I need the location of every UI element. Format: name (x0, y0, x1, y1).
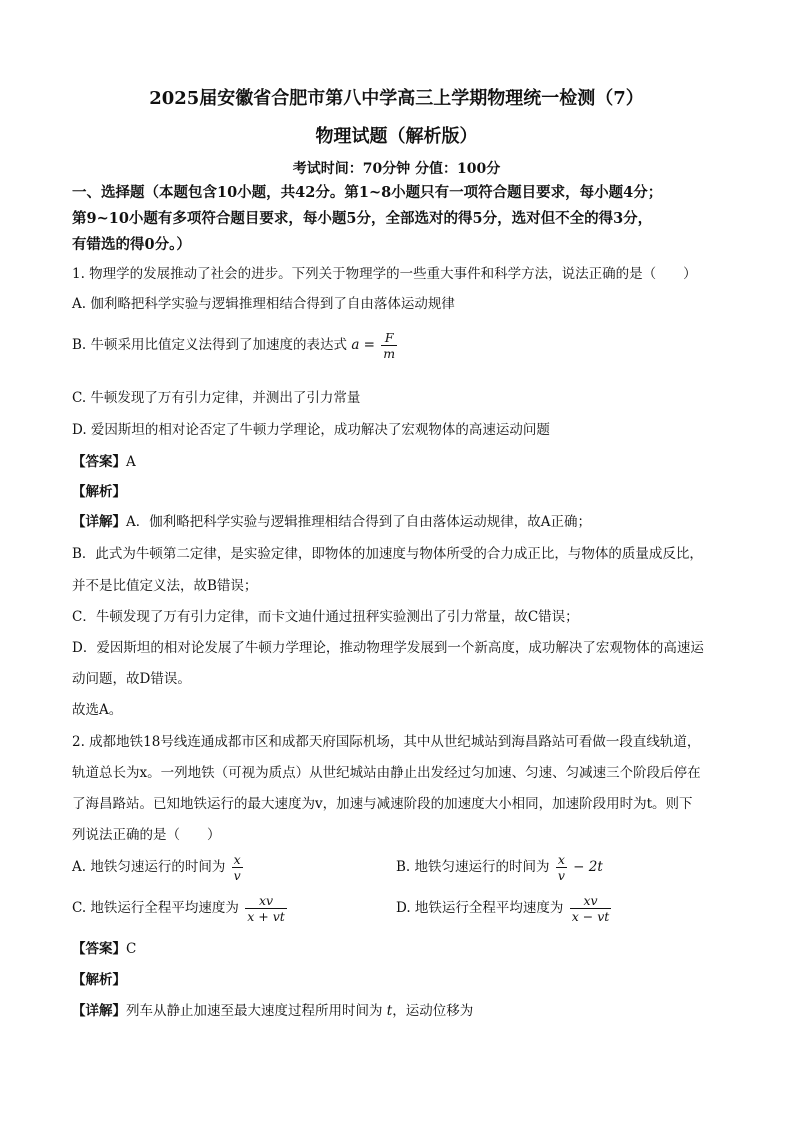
q1-stem: 1. 物理学的发展推动了社会的进步。下列关于物理学的一些重大事件和科学方法，说法正确的是（ ） (72, 266, 697, 282)
q2-option-b-denominator: v (557, 868, 565, 883)
q2-option-c-text: C. 地铁运行全程平均速度为 (72, 900, 239, 916)
q2-analysis-label: 【解析】 (72, 972, 126, 988)
section-heading-line-3: 有错选的得0分。） (72, 236, 191, 253)
q1-option-d: D. 爱因斯坦的相对论否定了牛顿力学理论，成功解决了宏观物体的高速运动问题 (72, 422, 550, 438)
q1-option-b-fraction (381, 330, 397, 361)
q2-detail-1-text: 列车从静止加速至最大速度过程所用时间为 (126, 1003, 383, 1019)
q2-option-b-text: B. 地铁匀速运行的时间为 (396, 859, 550, 875)
q2-option-b-tail: − 2t (573, 859, 603, 875)
q1-detail-5: D．爱因斯坦的相对论发展了牛顿力学理论，推动物理学发展到一个新高度，成功解决了宏观物体的高速运 (72, 640, 704, 656)
exam-meta: 考试时间：70分钟 分值：100分 (292, 161, 501, 177)
q2-detail-1-var: t (386, 1003, 393, 1019)
q1-detail-4: C．牛顿发现了万有引力定律，而卡文迪什通过扭秤实验测出了引力常量，故C错误； (72, 609, 579, 625)
q2-analysis-tag (72, 968, 126, 988)
q1-option-b-text: B. 牛顿采用比值定义法得到了加速度的表达式 (72, 337, 348, 353)
q2-detail-1 (72, 999, 473, 1019)
q2-option-d-denominator: x − vt (571, 909, 610, 924)
q1-analysis-tag (72, 480, 126, 500)
q1-detail-2: B．此式为牛顿第二定律，是实验定律，即物体的加速度与物体所受的合力成正比，与物体的质量成反比， (72, 546, 703, 562)
q2-option-d-fraction (570, 893, 612, 924)
q1-detail-6: 动问题，故D错误。 (72, 671, 191, 687)
q2-option-a (72, 852, 245, 883)
q1-option-b (72, 330, 399, 361)
q1-answer-value: A (126, 454, 136, 470)
q1-option-b-formula-lhs: a = (351, 337, 375, 353)
q2-option-d-text: D. 地铁运行全程平均速度为 (396, 900, 564, 916)
q2-detail-1-tail: ，运动位移为 (392, 1003, 474, 1019)
q1-detail-3: 并不是比值定义法，故B错误； (72, 578, 258, 594)
q1-answer-tag: 【答案】 (72, 454, 126, 470)
q2-option-a-text: A. 地铁匀速运行的时间为 (72, 859, 226, 875)
document-subtitle: 物理试题（解析版） (315, 126, 478, 147)
q1-detail-1-text: A．伽利略把科学实验与逻辑推理相结合得到了自由落体运动规律，故A正确； (126, 514, 591, 530)
q2-option-d (396, 893, 613, 924)
q2-answer (72, 937, 136, 957)
q1-option-b-denominator: m (383, 346, 396, 361)
q2-option-c-fraction (245, 893, 287, 924)
q2-option-a-fraction (232, 852, 243, 883)
q2-answer-tag: 【答案】 (72, 941, 126, 957)
q1-analysis-label: 【解析】 (72, 484, 126, 500)
q2-option-c-numerator: xv (245, 893, 287, 909)
q2-detail-tag: 【详解】 (72, 1003, 126, 1019)
q2-stem-line-1: 2. 成都地铁18号线连通成都市区和成都天府国际机场，其中从世纪城站到海昌路站可看做一段直线轨道， (72, 734, 701, 750)
section-heading-line-2: 第9~10小题有多项符合题目要求，每小题5分，全部选对的得5分，选对但不全的得3分， (72, 210, 653, 227)
section-heading-line-1: 一、选择题（本题包含10小题，共42分。第1~8小题只有一项符合题目要求，每小题4分； (72, 184, 663, 201)
q1-detail-tag: 【详解】 (72, 514, 126, 530)
q2-answer-value: C (126, 941, 137, 957)
q2-option-d-numerator: xv (570, 893, 612, 909)
q2-stem-line-3: 了海昌路站。已知地铁运行的最大速度为v，加速与减速阶段的加速度大小相同，加速阶段用时为t。则下 (72, 796, 693, 812)
section-heading (72, 180, 732, 258)
q1-detail-1 (72, 510, 591, 530)
q1-option-c: C. 牛顿发现了万有引力定律，并测出了引力常量 (72, 390, 361, 406)
q2-option-c (72, 893, 289, 924)
q1-option-b-numerator: F (381, 330, 397, 346)
q2-option-c-denominator: x + vt (247, 909, 285, 924)
q1-conclusion: 故选A。 (72, 702, 123, 718)
q1-answer (72, 450, 136, 470)
q2-stem-line-2: 轨道总长为x。一列地铁（可视为质点）从世纪城站由静止出发经过匀加速、匀速、匀减速三个阶段后停在 (72, 765, 701, 781)
q2-option-a-numerator: x (233, 852, 241, 867)
q2-stem-line-4: 列说法正确的是（ ） (72, 827, 221, 843)
q2-option-b (396, 852, 603, 883)
q1-option-a: A. 伽利略把科学实验与逻辑推理相结合得到了自由落体运动规律 (72, 296, 455, 312)
q2-option-a-denominator: v (233, 868, 241, 883)
q2-option-b-fraction (556, 852, 567, 883)
q2-option-b-numerator: x (557, 852, 565, 867)
document-title: 2025届安徽省合肥市第八中学高三上学期物理统一检测（7） (149, 88, 644, 109)
